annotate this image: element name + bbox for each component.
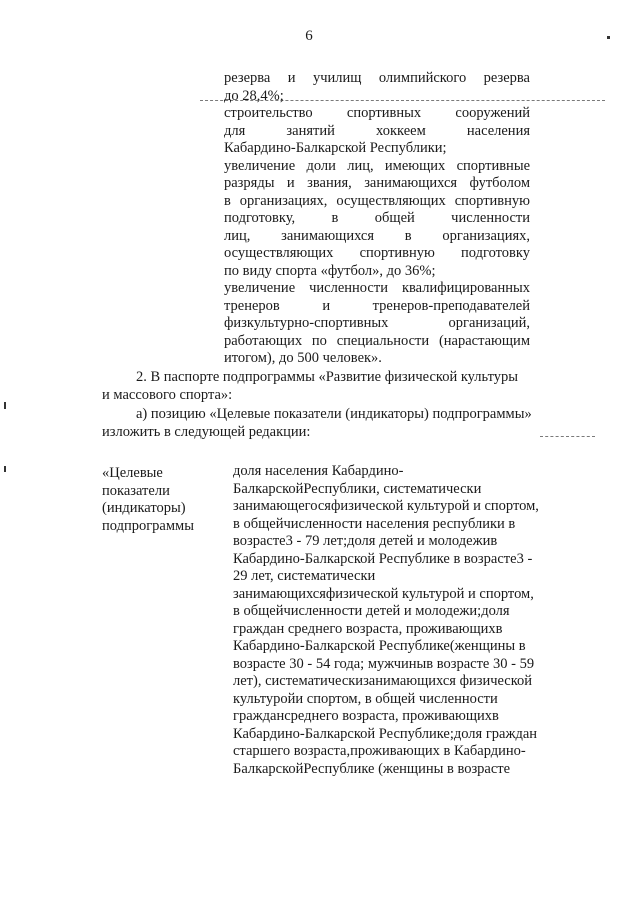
page-number: 6 (305, 28, 313, 44)
top-block-line: Кабардино-Балкарской Республики; (224, 140, 447, 156)
label-line: «Целевые (102, 465, 163, 481)
top-block-line: по виду спорта «футбол», до 36%; (224, 262, 436, 279)
top-block-line: подготовку, в общей численности (224, 210, 530, 226)
paragraph-2 (102, 368, 554, 404)
value-line: Республики, систематически занимающегося (233, 480, 482, 514)
top-block-line: для занятий хоккеем населения (224, 122, 530, 139)
value-line: и спортом, в общей численности граждан (233, 690, 498, 724)
value-line: доля граждан среднего возраста, проживающих (233, 603, 510, 637)
value-line: в возрасте 30 - 59 лет), систематически (233, 655, 535, 689)
top-block-line: разряды и звания, занимающихся футболом (224, 175, 530, 191)
top-block-line: до 28,4%; (224, 87, 284, 104)
value-line: в Кабардино-Балкарской Республике; (233, 708, 499, 742)
paragraph-line: а) позицию «Целевые показатели (индикаторы) подпрограммы» (136, 406, 532, 422)
top-text-block (224, 70, 530, 368)
value-line: доля граждан старшего возраста, (233, 725, 538, 759)
top-block-line: осуществляющих спортивную подготовку (224, 245, 530, 261)
value-line: Республике (женщины в возрасте (303, 760, 511, 777)
top-block-line: лиц, занимающихся в организациях, (224, 227, 530, 244)
value-line: физической культурой и спортом, в общей (233, 585, 534, 619)
top-block-line: итогом), до 500 человек». (224, 350, 382, 366)
value-line: 3 - 79 лет; (285, 533, 348, 549)
top-block-line: тренеров и тренеров-преподавателей (224, 297, 530, 314)
label-line: (индикаторы) (102, 500, 186, 516)
table-value-cell (233, 463, 543, 778)
value-line: среднего возраста, проживающих (284, 708, 493, 724)
value-line: 3 - 29 лет, систематически занимающихся (233, 550, 533, 602)
value-line: занимающихся физической культурой (233, 673, 533, 707)
paragraph-line: и массового спорта»: (102, 387, 233, 403)
value-line: численности населения республики в возрасте (233, 515, 516, 549)
value-line: (женщины в возрасте 30 - 54 года; мужчины (233, 638, 526, 672)
top-block-line: резерва и училищ олимпийского резерва (224, 70, 530, 86)
scan-speck (607, 36, 610, 39)
value-line: доля детей и молодежи (347, 533, 491, 549)
paragraph-line: изложить в следующей редакции: (102, 424, 311, 440)
top-block-line: в организациях, осуществляющих спортивную (224, 192, 530, 209)
value-line: проживающих в Кабардино-Балкарской (233, 743, 526, 777)
top-block-line: увеличение доли лиц, имеющих спортивные (224, 157, 530, 174)
top-block-line: работающих по специальности (нарастающим (224, 332, 530, 349)
value-line: доля населения Кабардино-Балкарской (233, 463, 404, 497)
label-line: показатели (102, 482, 170, 499)
paragraph-line: 2. В паспорте подпрограммы «Развитие физической культуры (136, 369, 518, 385)
value-line: в Кабардино-Балкарской Республике (233, 620, 503, 654)
top-block-line: физкультурно-спортивных организаций, (224, 315, 530, 331)
value-line: физической культурой и спортом, в общей (233, 498, 539, 532)
table-label-cell (102, 465, 212, 535)
paragraph-a (102, 405, 554, 441)
scan-speck (4, 402, 6, 409)
scan-speck (4, 466, 6, 472)
value-line: численности детей и молодежи; (283, 603, 482, 619)
top-block-line: строительство спортивных сооружений (224, 105, 530, 121)
top-block-line: увеличение численности квалифицированных (224, 280, 530, 296)
value-line: в Кабардино-Балкарской Республике в возрасте (233, 533, 517, 567)
label-line: подпрограммы (102, 517, 194, 534)
